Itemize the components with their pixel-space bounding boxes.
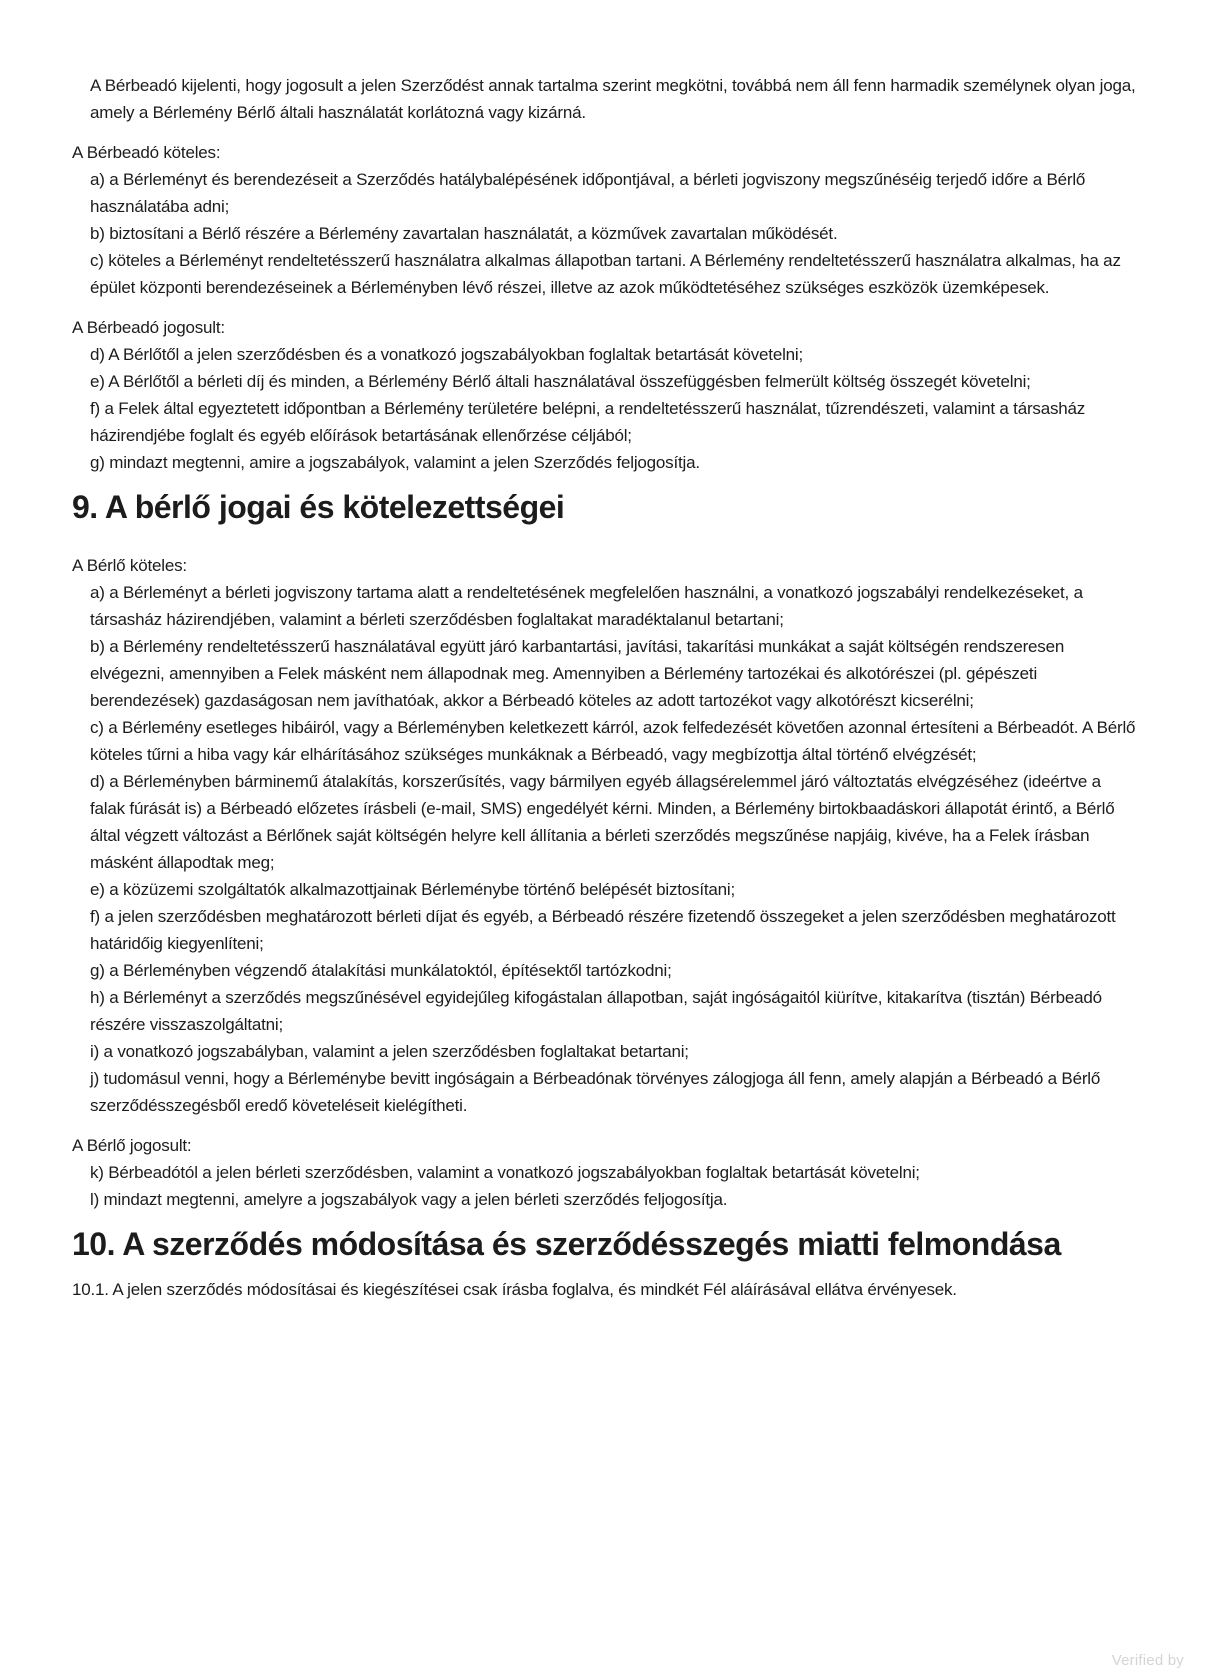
list-item: e) A Bérlőtől a bérleti díj és minden, a Bérlemény Bérlő általi használatával összefüggésben felmerült költség összegét követelni;: [90, 372, 1031, 391]
list-item: d) a Bérleményben bárminemű átalakítás, korszerűsítés, vagy bármilyen egyéb állagsérelemmel járó változtatás elvégzéséhez (ideértve a falak fúrását is) a Bérbeadó előzetes írásbeli (e-mail, SMS) engedélyét kérni. Minden, a Bérlemény birtokbaadáskori állapotát érintő, a Bérlő által végzett változást a Bérlőnek saját költségén helyre kell állítania a bérleti szerződés megszűnése napjáig, kivéve, ha a Felek írásban másként állapodtak meg;: [90, 772, 1115, 872]
list-item: b) a Bérlemény rendeltetésszerű használatával együtt járó karbantartási, javítási, takarítási munkákat a saját költségén rendszeresen elvégezni, amennyiben a Felek másként nem állapodnak meg. Amennyiben a Bérlemény tartozékai és alkotórészei (pl. gépészeti berendezések) gazdaságosan nem javíthatóak, akkor a Bérbeadó köteles az adott tartozékot vagy alkotórészt kicserélni;: [90, 637, 1065, 710]
lessor-rights-list: [72, 341, 1140, 476]
list-item: g) a Bérleményben végzendő átalakítási munkálatoktól, építésektől tartózkodni;: [90, 961, 672, 980]
tenant-rights-list: [72, 1159, 1140, 1213]
tenant-rights-block: [72, 1132, 1140, 1213]
list-item: b) biztosítani a Bérlő részére a Bérlemény zavartalan használatát, a közművek zavartalan működését.: [90, 224, 838, 243]
list-item: f) a jelen szerződésben meghatározott bérleti díjat és egyéb, a Bérbeadó részére fizetendő összegeket a jelen szerződésben meghatározott határidőig kiegyenlíteni;: [90, 907, 1116, 953]
list-item: c) a Bérlemény esetleges hibáiról, vagy a Bérleményben keletkezett kárról, azok felfedezését követően azonnal értesíteni a Bérbeadót. A Bérlő köteles tűrni a hiba vagy kár elhárításához szükséges munkáknak a Bérbeadó, vagy megbízottja által történő elvégzését;: [90, 718, 1136, 764]
list-item: h) a Bérleményt a szerződés megszűnésével egyidejűleg kifogástalan állapotban, saját ingóságaitól kiürítve, kitakarítva (tisztán) Bérbeadó részére visszaszolgáltatni;: [90, 988, 1102, 1034]
list-item: e) a közüzemi szolgáltatók alkalmazottjainak Bérleménybe történő belépését biztosítani;: [90, 880, 736, 899]
list-item: k) Bérbeadótól a jelen bérleti szerződésben, valamint a vonatkozó jogszabályokban foglaltak betartását követelni;: [90, 1163, 920, 1182]
lessor-obligations-list: [72, 166, 1140, 301]
intro-paragraph: A Bérbeadó kijelenti, hogy jogosult a jelen Szerződést annak tartalma szerint megkötni, továbbá nem áll fenn harmadik személynek olyan joga, amely a Bérlemény Bérlő általi használatát korlátozná vagy kizárná.: [90, 76, 1136, 122]
section-10-heading: 10. A szerződés módosítása és szerződésszegés miatti felmondása: [72, 1226, 1061, 1262]
tenant-rights-label: A Bérlő jogosult:: [72, 1136, 192, 1155]
list-item: c) köteles a Bérleményt rendeltetésszerű használatra alkalmas állapotban tartani. A Bérlemény rendeltetésszerű használatra alkalmas, ha az épület központi berendezéseinek a Bérleményben lévő részei, illetve az azok működtetéséhez szükséges eszközök üzemképesek.: [90, 251, 1121, 297]
tenant-obligations-label: A Bérlő köteles:: [72, 556, 187, 575]
list-item: a) a Bérleményt a bérleti jogviszony tartama alatt a rendeltetésének megfelelően használni, a vonatkozó jogszabályi rendelkezéseket, a társasház házirendjében, valamint a bérleti szerződésben foglaltakat maradéktalanul betartani;: [90, 583, 1083, 629]
lessor-obligations-label: A Bérbeadó köteles:: [72, 143, 221, 162]
verified-watermark: Verified by: [1111, 1652, 1184, 1669]
list-item: a) a Bérleményt és berendezéseit a Szerződés hatálybalépésének időpontjával, a bérleti jogviszony megszűnéséig terjedő időre a Bérlő használatába adni;: [90, 170, 1086, 216]
list-item: j) tudomásul venni, hogy a Bérleménybe bevitt ingóságain a Bérbeadónak törvényes zálogjoga áll fenn, amely alapján a Bérbeadó a Bérlő szerződésszegésből eredő követeléseit kielégítheti.: [90, 1069, 1101, 1115]
lessor-rights-block: [72, 314, 1140, 476]
list-item: d) A Bérlőtől a jelen szerződésben és a vonatkozó jogszabályokban foglaltak betartását követelni;: [90, 345, 804, 364]
tenant-obligations-block: [72, 552, 1140, 1119]
section-9-heading: 9. A bérlő jogai és kötelezettségei: [72, 489, 565, 525]
lessor-obligations-block: [72, 139, 1140, 301]
list-item: l) mindazt megtenni, amelyre a jogszabályok vagy a jelen bérleti szerződés feljogosítja.: [90, 1190, 728, 1209]
list-item: g) mindazt megtenni, amire a jogszabályok, valamint a jelen Szerződés feljogosítja.: [90, 453, 700, 472]
list-item: i) a vonatkozó jogszabályban, valamint a jelen szerződésben foglaltakat betartani;: [90, 1042, 689, 1061]
lessor-rights-label: A Bérbeadó jogosult:: [72, 318, 225, 337]
tenant-obligations-list: [72, 579, 1140, 1119]
clause-10-1: 10.1. A jelen szerződés módosításai és kiegészítései csak írásba foglalva, és mindkét Fél aláírásával ellátva érvényesek.: [72, 1280, 957, 1299]
list-item: f) a Felek által egyeztetett időpontban a Bérlemény területére belépni, a rendeltetésszerű használat, tűzrendészeti, valamint a társasház házirendjébe foglalt és egyéb előírások betartásának ellenőrzése céljából;: [90, 399, 1086, 445]
